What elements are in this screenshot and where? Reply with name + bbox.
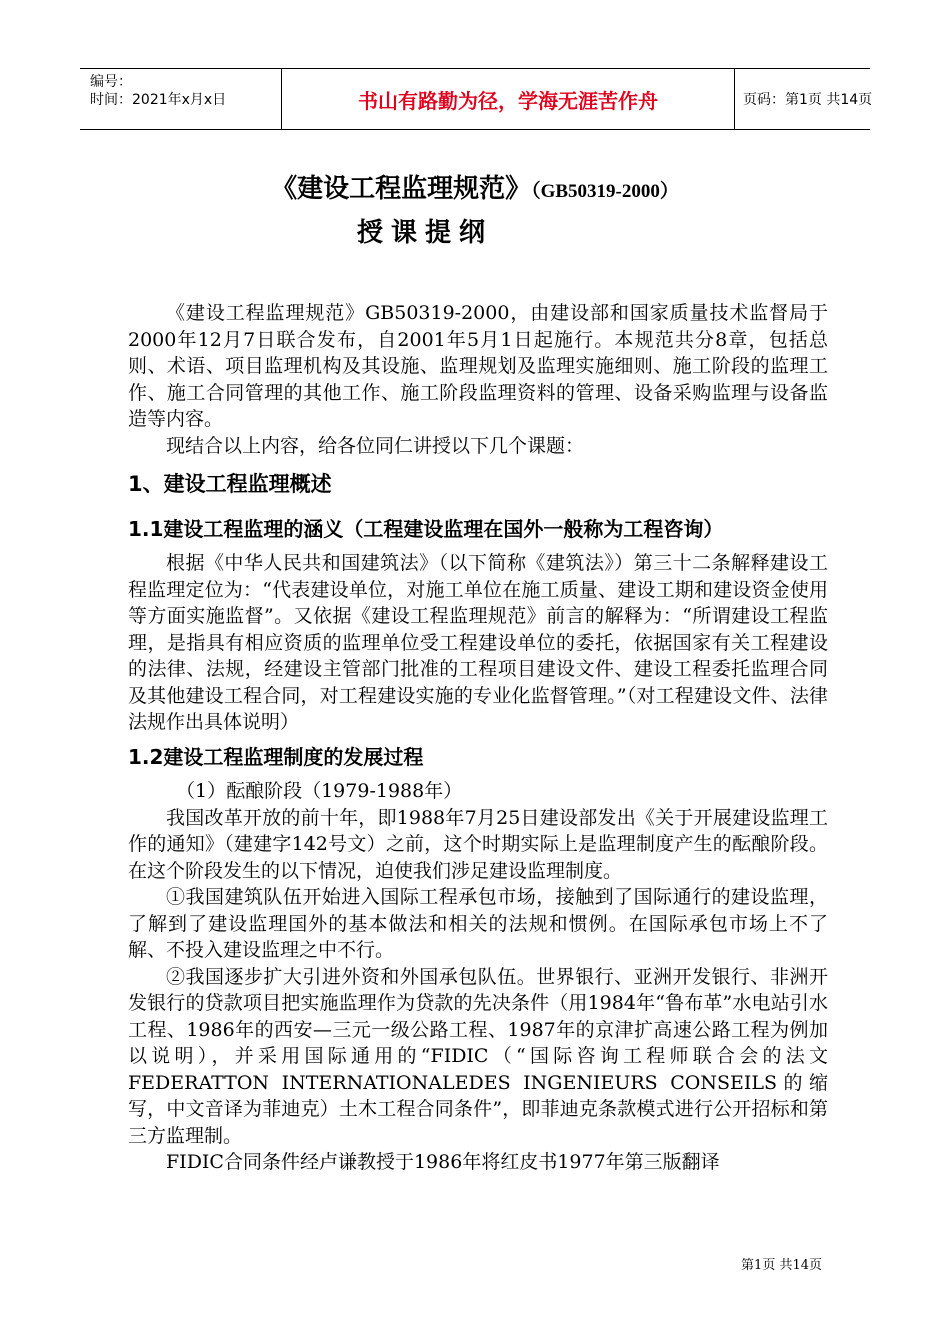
section-1-1-paragraph: 根据《中华人民共和国建筑法》（以下简称《建筑法》）第三十二条解释建设工程监理定位为：“代表建设单位，对施工单位在施工质量、建设工期和建设资金使用等方面实施监督”。又依据《建设工程监理规范》前言的解释为：“所谓建设工程监理，是指具有相应资质的监理单位受工程建设单位的委托，依据国家有关工程建设的法律、法规，经建设主管部门批准的工程项目建设文件、建设工程委托监理合同及其他建设工程合同，对工程建设实施的专业化监督管理。”（对工程建设文件、法律法规作出具体说明） (128, 552, 828, 733)
header-meta (80, 69, 281, 129)
section-1-2-paragraph: ②我国逐步扩大引进外资和外国承包队伍。世界银行、亚洲开发银行、非洲开发银行的贷款项目把实施监理作为贷款的先决条件（用1984年“鲁布革”水电站引水工程、1986年的西安—三元一级公路工程、1987年的京津扩高速公路工程为例加以说明），并采用国际通用的“FIDIC（“国际咨询工程师联合会的法文FEDERATTON INTERNATIONALEDES INGENIEURS CONSEILS的缩写，中文音译为菲迪克）土木工程合同条件”，即菲迪克条款模式进行公开招标和第三方监理制。 (128, 965, 828, 1147)
page-header (80, 68, 873, 130)
section-1-heading: 1、建设工程监理概述 (128, 472, 332, 496)
document-body (128, 300, 828, 1176)
number-label: 编号： (90, 74, 132, 90)
section-1-2-paragraph: ①我国建筑队伍开始进入国际工程承包市场，接触到了国际通行的建设监理，了解到了建设监理国外的基本做法和相关的法规和惯例。在国际承包市场上不了解、不投入建设监理之中不行。 (128, 886, 828, 961)
page-footer: 第1页 共14页 (741, 1258, 822, 1273)
document-subtitle: 授课提纲 (356, 218, 493, 248)
title-main: 《建设工程监理规范》 (271, 174, 532, 204)
section-1-2-heading: 1.2建设工程监理制度的发展过程 (128, 744, 424, 769)
header-motto: 书山有路勤为径，学海无涯苦作舟 (281, 69, 735, 129)
section-1-1-heading: 1.1建设工程监理的涵义（工程建设监理在国外一般称为工程咨询） (128, 516, 724, 541)
intro-paragraph: 《建设工程监理规范》GB50319-2000，由建设部和国家质量技术监督局于2000年12月7日联合发布，自2001年5月1日起施行。本规范共分8章，包括总则、术语、项目监理机构及其设施、监理规划及监理实施细则、施工阶段的监理工作、施工合同管理的其他工作、施工阶段监理资料的管理、设备采购监理与设备监造等内容。 (128, 302, 828, 430)
time-label: 时间：2021年x月x日 (90, 92, 227, 108)
intro-paragraph-2: 现结合以上内容，给各位同仁讲授以下几个课题： (166, 434, 585, 457)
section-1-2-paragraph: FIDIC合同条件经卢谦教授于1986年将红皮书1977年第三版翻译 (166, 1151, 720, 1173)
header-page-code: 页码：第1页 共14页 (743, 92, 873, 108)
title-code: （GB50319-2000） (531, 181, 679, 202)
stage-label: （1）酝酿阶段（1979-1988年） (176, 780, 463, 802)
document-title (0, 168, 950, 205)
section-1-2-paragraph: 我国改革开放的前十年，即1988年7月25日建设部发出《关于开展建设监理工作的通知》（建建字142号文）之前，这个时期实际上是监理制度产生的酝酿阶段。在这个阶段发生的以下情况，迫使我们涉足建设监理制度。 (128, 806, 828, 882)
